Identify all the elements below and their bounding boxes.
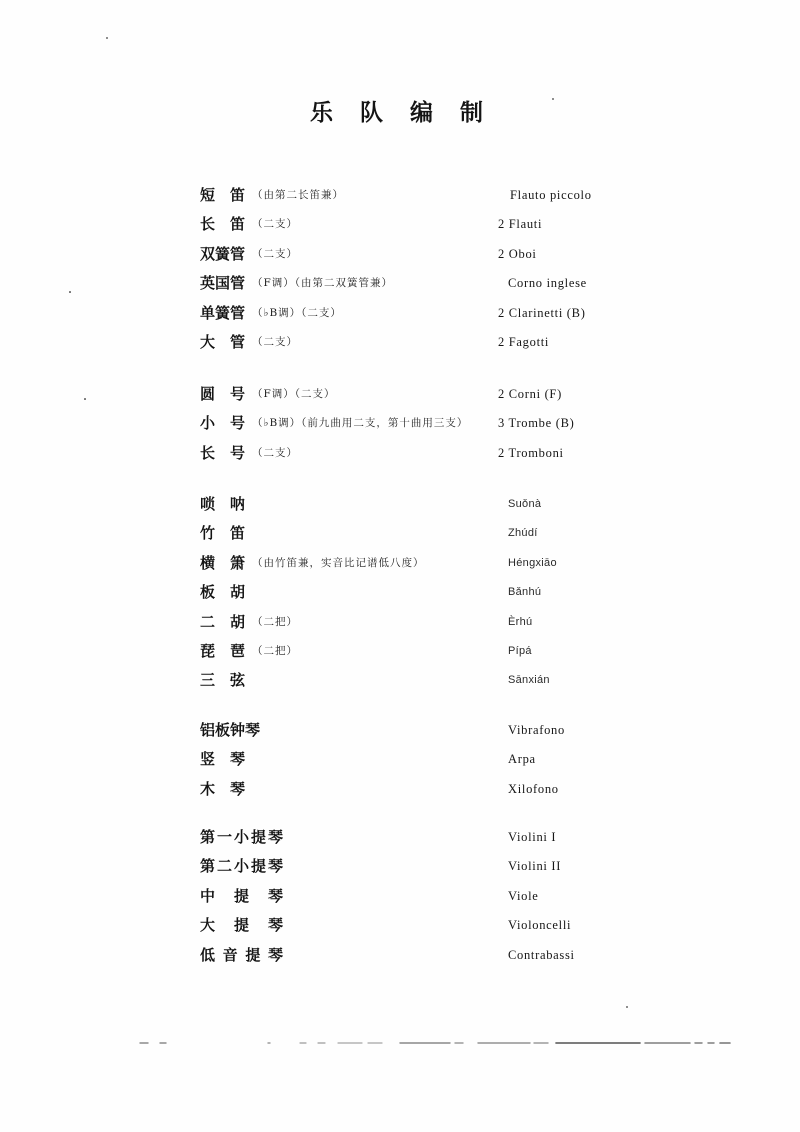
instrument-row bbox=[200, 578, 640, 607]
instrument-row bbox=[200, 882, 640, 911]
instrument-note: （由竹笛兼，实音比记谱低八度） bbox=[252, 556, 425, 569]
instrument-name-zh: 大管 bbox=[200, 332, 245, 351]
instrument-note: （F调）（二支） bbox=[252, 388, 336, 400]
instrument-note: （由第二长笛兼） bbox=[252, 189, 344, 201]
instrument-name-zh: 低音提琴 bbox=[200, 945, 283, 964]
instrument-row bbox=[200, 240, 640, 269]
instrument-name-en: 2 Fagotti bbox=[498, 334, 550, 349]
instrument-name-zh: 小号 bbox=[200, 414, 245, 433]
instrument-row bbox=[200, 608, 640, 637]
instrument-row bbox=[200, 775, 640, 804]
scan-speck bbox=[552, 98, 554, 100]
scan-speck bbox=[106, 37, 108, 39]
instrument-group-chinese bbox=[200, 490, 640, 696]
instrument-group-brass bbox=[200, 380, 640, 468]
instrument-row bbox=[200, 328, 640, 357]
instrument-row bbox=[200, 490, 640, 519]
scan-speck bbox=[84, 398, 86, 400]
instrument-row bbox=[200, 666, 640, 695]
instrument-row bbox=[200, 941, 640, 970]
instrument-row bbox=[200, 210, 640, 239]
instrument-name-zh: 英国管 bbox=[200, 274, 246, 293]
instrument-name-en: Héngxiāo bbox=[508, 556, 557, 569]
instrument-row bbox=[200, 409, 640, 438]
instrument-name-en: 2 Clarinetti (B) bbox=[498, 305, 586, 320]
instrument-name-en: Suǒnà bbox=[508, 498, 542, 510]
instrument-row bbox=[200, 519, 640, 548]
instrument-name-zh: 竖琴 bbox=[200, 750, 245, 769]
instrument-note: （二支） bbox=[252, 446, 298, 459]
instrument-name-zh: 木琴 bbox=[200, 779, 245, 798]
instrument-name-en: Violoncelli bbox=[508, 918, 572, 933]
instrument-row bbox=[200, 911, 640, 940]
instrument-row bbox=[200, 299, 640, 328]
instrument-name-en: 2 Tromboni bbox=[498, 445, 564, 460]
instrument-name-en: Pípá bbox=[508, 644, 532, 657]
instrument-name-zh: 第二小提琴 bbox=[200, 857, 283, 876]
instrument-name-en: Xilofono bbox=[508, 781, 559, 796]
instrument-name-zh: 长号 bbox=[200, 443, 245, 462]
instrument-name-zh: 铝板钟琴 bbox=[200, 721, 261, 739]
instrument-name-en: Corno inglese bbox=[508, 276, 587, 291]
instrument-note: （二支） bbox=[252, 335, 298, 348]
instrument-note: （二把） bbox=[252, 644, 298, 657]
scan-speck bbox=[69, 291, 71, 293]
instrument-name-en: Zhúdí bbox=[508, 527, 538, 540]
instrument-note: （二支） bbox=[252, 218, 298, 231]
instrument-name-zh: 大提琴 bbox=[200, 916, 283, 935]
instrument-name-zh: 中提琴 bbox=[200, 886, 283, 905]
instrument-note: （♭B调）（前九曲用二支，第十曲用三支） bbox=[252, 417, 469, 430]
instrument-name-zh: 二胡 bbox=[200, 612, 245, 631]
instrument-name-en: Contrabassi bbox=[508, 947, 575, 962]
instrument-row bbox=[200, 745, 640, 774]
instrument-row bbox=[200, 823, 640, 852]
instrument-name-en: Sānxián bbox=[508, 674, 550, 687]
instrument-name-zh: 横箫 bbox=[200, 553, 245, 572]
instrument-group-strings bbox=[200, 823, 640, 970]
instrument-name-zh: 竹笛 bbox=[200, 524, 245, 543]
instrument-name-en: 3 Trombe (B) bbox=[498, 416, 575, 431]
instrument-name-en: 2 Flauti bbox=[498, 217, 543, 232]
instrument-name-zh: 唢呐 bbox=[200, 495, 245, 513]
instrument-name-zh: 琵琶 bbox=[200, 641, 245, 660]
instrument-note: （♭B调）（二支） bbox=[252, 306, 342, 319]
instrument-name-en: 2 Corni (F) bbox=[498, 387, 562, 401]
instrument-name-en: Violini II bbox=[508, 859, 562, 874]
instrument-row bbox=[200, 716, 640, 745]
instrument-name-en: Èrhú bbox=[508, 615, 533, 628]
instrument-name-en: Arpa bbox=[508, 752, 536, 767]
instrument-name-en: Violini I bbox=[508, 830, 557, 844]
scan-noise-line bbox=[0, 1036, 800, 1050]
instrument-name-zh: 第一小提琴 bbox=[200, 828, 283, 846]
instrument-note: （二支） bbox=[252, 247, 298, 260]
instrument-row bbox=[200, 549, 640, 578]
instrument-name-en: Viole bbox=[508, 888, 539, 903]
instrument-row bbox=[200, 269, 640, 298]
instrument-name-en: 2 Oboi bbox=[498, 246, 537, 261]
instrument-name-zh: 短笛 bbox=[200, 186, 245, 204]
instrument-name-zh: 三弦 bbox=[200, 671, 245, 690]
instrument-name-zh: 单簧管 bbox=[200, 303, 246, 322]
instrument-name-zh: 双簧管 bbox=[200, 244, 246, 263]
instrument-note: （二把） bbox=[252, 615, 298, 628]
instrument-name-en: Vibrafono bbox=[508, 723, 565, 737]
scan-speck bbox=[626, 1006, 628, 1008]
instrument-group-woodwinds bbox=[200, 181, 640, 357]
instrument-name-zh: 长笛 bbox=[200, 215, 245, 234]
instrument-name-en: Flauto piccolo bbox=[510, 188, 592, 202]
page-title: 乐队编制 bbox=[310, 99, 510, 126]
instrument-row bbox=[200, 181, 640, 210]
instrument-note: （F调）（由第二双簧管兼） bbox=[252, 277, 394, 290]
instrument-row bbox=[200, 637, 640, 666]
instrument-row bbox=[200, 852, 640, 881]
instrument-row bbox=[200, 439, 640, 468]
instrument-group-mallets-harp bbox=[200, 716, 640, 804]
instrument-name-en: Bǎnhú bbox=[508, 586, 542, 599]
instrument-name-zh: 板胡 bbox=[200, 583, 245, 602]
instrument-row bbox=[200, 380, 640, 409]
instrument-name-zh: 圆号 bbox=[200, 385, 245, 403]
